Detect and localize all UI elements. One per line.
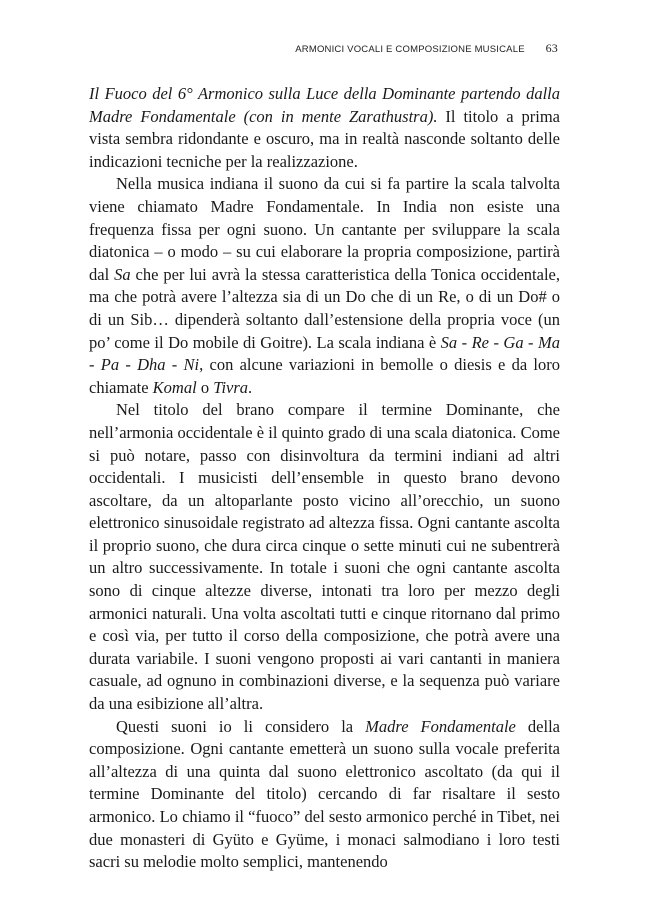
paragraph-text: Questi suoni io li considero la [116,716,366,736]
term-sa: Sa [114,264,131,284]
paragraph-text: . [248,377,253,397]
paragraph-text: Nella musica indiana il suono da cui si fa partire la scala talvolta viene chiamato Madre Fondamentale. In India non esiste una frequenza fissa per ogni suono. Un cantante per sviluppare la scala diatonica – o modo – su cui elaborare la propria composizione, partirà dal [89,174,560,284]
body-text [89,83,560,874]
paragraph-3 [89,399,560,715]
term-madre-fondamentale: Madre Fondamentale [365,716,516,736]
term-tivra: Tivra [213,377,249,397]
paragraph-text: Il titolo a prima vista sembra ridondante e oscuro, ma in realtà nasconde soltanto delle indicazioni tecniche per la realizzazione. [89,106,560,171]
paragraph-text: o [196,377,214,397]
paragraph-text: della composizione. Ogni cantante emetterà un suono sulla vocale preferita all’altezza di una quinta dal suono elettronico ascoltato (da qui il termine Dominante del titolo) cercando di far risaltare il sesto armonico. Lo chiamo il “fuoco” del sesto armonico perché in Tibet, nei due monasteri di Gyüto e Gyüme, i monaci salmodiano i loro testi sacri su melodie molto semplici, mantenendo [89,716,560,872]
page-number: 63 [545,41,558,55]
running-title: ARMONICI VOCALI E COMPOSIZIONE MUSICALE [295,44,525,55]
paragraph-text: che per lui avrà la stessa caratteristica della Tonica occidentale, ma che potrà avere l’altezza sia di un Do che di un Re, o di un Do# o di un Sib… dipenderà soltanto dall’estensione della propria voce (un po’ come il Do mobile di Goitre). La scala indiana è [89,264,560,352]
paragraph-1 [89,83,560,173]
term-komal: Komal [152,377,197,397]
paragraph-text: Nel titolo del brano compare il termine Dominante, che nell’armonia occidentale è il quinto grado di una scala diatonica. Come si può notare, passo con disinvoltura da termini indiani ad altri occidentali. I musicisti dell’ensemble in questo brano devono ascoltare, da un altoparlante posto vicino all’orecchio, un suono elettronico sinusoidale registrato ad altezza fissa. Ogni cantante ascolta il proprio suono, che dura circa cinque o sette minuti cui ne subentrerà un altro successivamente. In totale i suoni che ogni cantante ascolta sono di cinque altezze diverse, intonati tra loro per mezzo degli armonici naturali. Una volta ascoltati tutti e cinque ritornano dal primo e così via, per tutto il corso della composizione, che potrà avere una durata variabile. I suoni vengono proposti ai vari cantanti in maniera casuale, ad ognuno in combinazioni diverse, e la sequenza può variare da una esibizione all’altra. [89,400,560,714]
paragraph-4 [89,716,560,874]
running-header [89,41,558,56]
indian-scale: Sa - Re - Ga - Ma - Pa - Dha - Ni [89,332,560,375]
paragraph-text: , con alcune variazioni in bemolle o diesis e da loro chiamate [89,355,560,397]
paragraph-2 [89,173,560,399]
work-title: Il Fuoco del 6° Armonico sulla Luce della Dominante partendo dalla Madre Fondamentale (con in mente Zarathustra). [89,84,560,126]
